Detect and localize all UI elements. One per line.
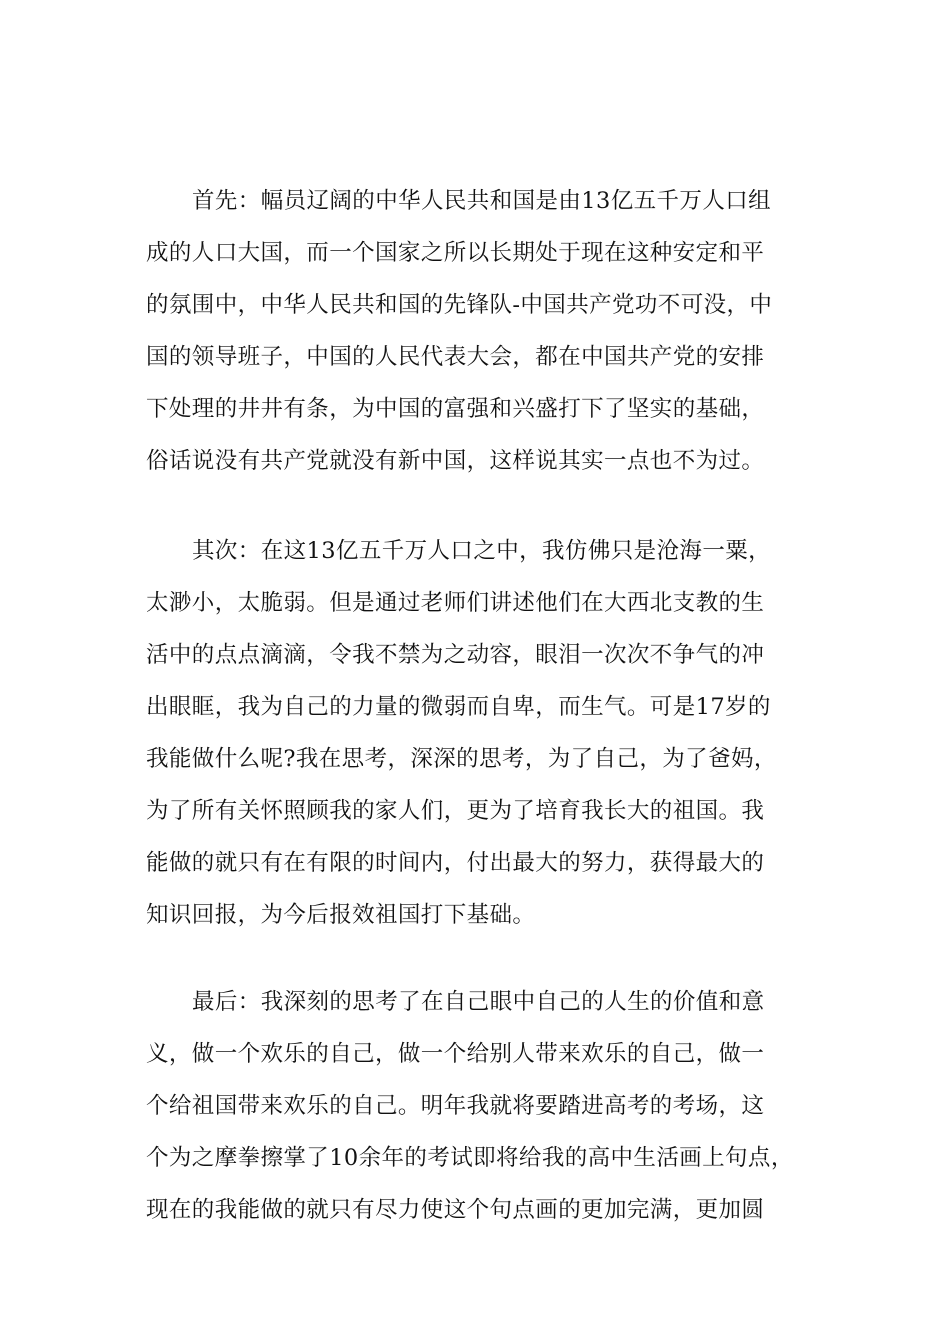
- paragraph-line: 成的人口大国，而一个国家之所以长期处于现在这种安定和平: [146, 240, 765, 266]
- paragraph-line: 能做的就只有在有限的时间内，付出最大的努力，获得最大的: [146, 850, 765, 876]
- paragraph-line: 出眼眶，我为自己的力量的微弱而自卑，而生气。可是17岁的: [146, 694, 771, 720]
- paragraph-line: 我能做什么呢?我在思考，深深的思考，为了自己，为了爸妈，: [146, 746, 777, 772]
- paragraph-line: 俗话说没有共产党就没有新中国，这样说其实一点也不为过。: [146, 448, 765, 474]
- paragraph-first: [146, 175, 826, 487]
- paragraph-second: [146, 525, 826, 941]
- paragraph-line: 其次：在这13亿五千万人口之中，我仿佛只是沧海一粟，: [192, 538, 772, 564]
- paragraph-line: 活中的点点滴滴，令我不禁为之动容，眼泪一次次不争气的冲: [146, 642, 765, 668]
- paragraph-line: 最后：我深刻的思考了在自己眼中自己的人生的价值和意: [192, 989, 765, 1015]
- paragraph-third: [146, 976, 826, 1236]
- paragraph-line: 现在的我能做的就只有尽力使这个句点画的更加完满，更加圆: [146, 1197, 765, 1223]
- paragraph-line: 太渺小，太脆弱。但是通过老师们讲述他们在大西北支教的生: [146, 590, 765, 616]
- paragraph-line: 义，做一个欢乐的自己，做一个给别人带来欢乐的自己，做一: [146, 1041, 765, 1067]
- paragraph-line: 下处理的井井有条，为中国的富强和兴盛打下了坚实的基础，: [146, 396, 765, 422]
- paragraph-line: 国的领导班子，中国的人民代表大会，都在中国共产党的安排: [146, 344, 765, 370]
- paragraph-line: 个为之摩拳擦掌了10余年的考试即将给我的高中生活画上句点，: [146, 1145, 794, 1171]
- paragraph-line: 为了所有关怀照顾我的家人们，更为了培育我长大的祖国。我: [146, 798, 765, 824]
- paragraph-line: 个给祖国带来欢乐的自己。明年我就将要踏进高考的考场，这: [146, 1093, 765, 1119]
- paragraph-line: 首先：幅员辽阔的中华人民共和国是由13亿五千万人口组: [192, 188, 772, 214]
- paragraph-line: 知识回报，为今后报效祖国打下基础。: [146, 902, 536, 928]
- paragraph-line: 的氛围中，中华人民共和国的先锋队-中国共产党功不可没，中: [146, 292, 773, 318]
